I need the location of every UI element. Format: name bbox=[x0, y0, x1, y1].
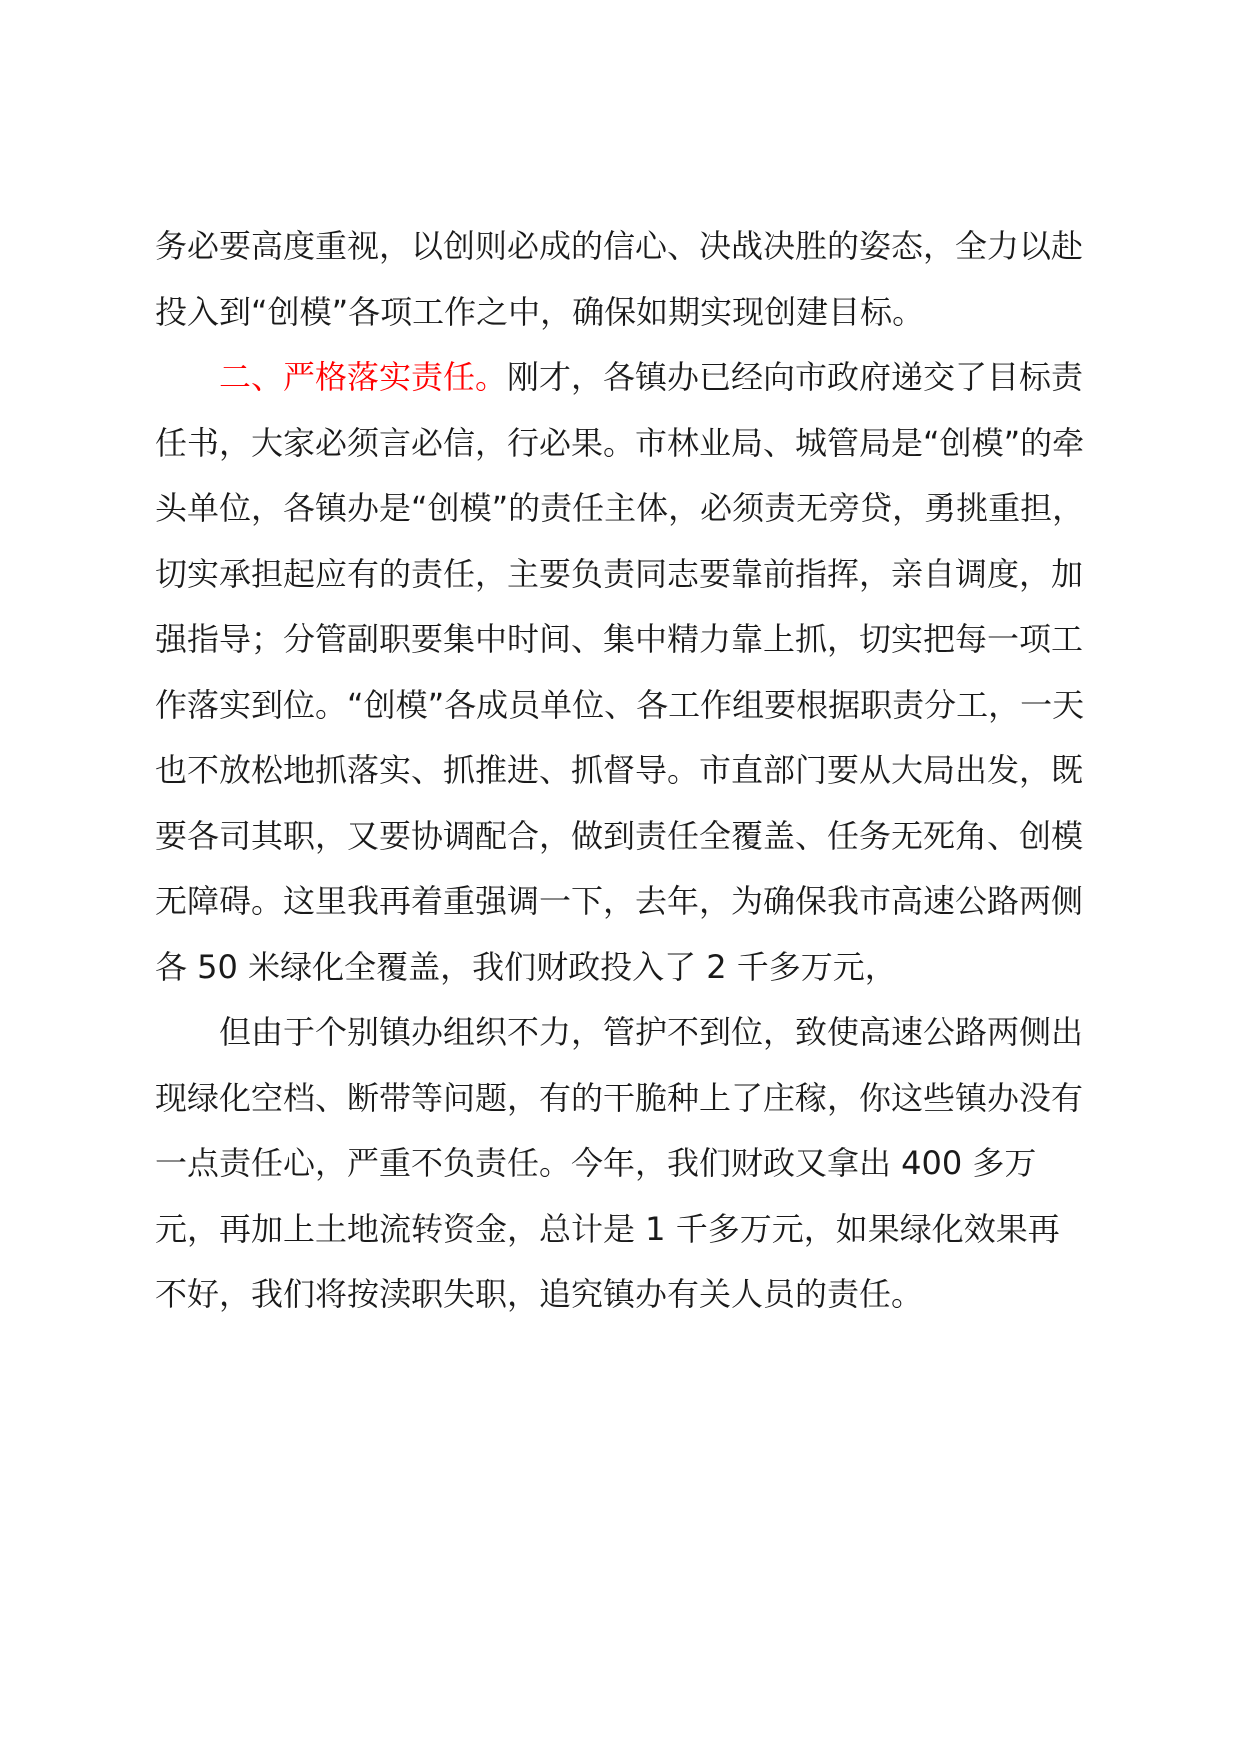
paragraph-section-two bbox=[155, 345, 1085, 1000]
paragraph-text: 刚才，各镇办已经向市政府递交了目标责任书，大家必须言必信，行必果。市林业局、城管局是“创模”的牵头单位，各镇办是“创模”的责任主体，必须责无旁贷，勇挑重担，切实承担起应有的责任，主要负责同志要靠前指挥，亲自调度，加强指导；分管副职要集中时间、集中精力靠上抓，切实把每一项工作落实到位。“创模”各成员单位、各工作组要根据职责分工，一天也不放松地抓落实、抓推进、抓督导。市直部门要从大局出发，既要各司其职，又要协调配合，做到责任全覆盖、任务无死角、创模无障碍。这里我再着重强调一下，去年，为确保我市高速公路两侧各 50 米绿化全覆盖，我们财政投入了 2 千多万元， bbox=[155, 358, 1085, 986]
document-page bbox=[155, 214, 1085, 1328]
paragraph-text: 但由于个别镇办组织不力，管护不到位，致使高速公路两侧出现绿化空档、断带等问题，有的干脆种上了庄稼，你这些镇办没有一点责任心，严重不负责任。今年，我们财政又拿出 400 多万元，再加上土地流转资金，总计是 1 千多万元，如果绿化效果再不好，我们将按渎职失职，追究镇办有关人员的责任。 bbox=[155, 1013, 1084, 1313]
paragraph-continuation bbox=[155, 214, 1085, 345]
paragraph-text: 务必要高度重视，以创则必成的信心、决战决胜的姿态，全力以赴投入到“创模”各项工作之中，确保如期实现创建目标。 bbox=[155, 227, 1084, 331]
paragraph-followup bbox=[155, 1000, 1085, 1328]
section-heading: 二、严格落实责任。 bbox=[219, 358, 508, 396]
